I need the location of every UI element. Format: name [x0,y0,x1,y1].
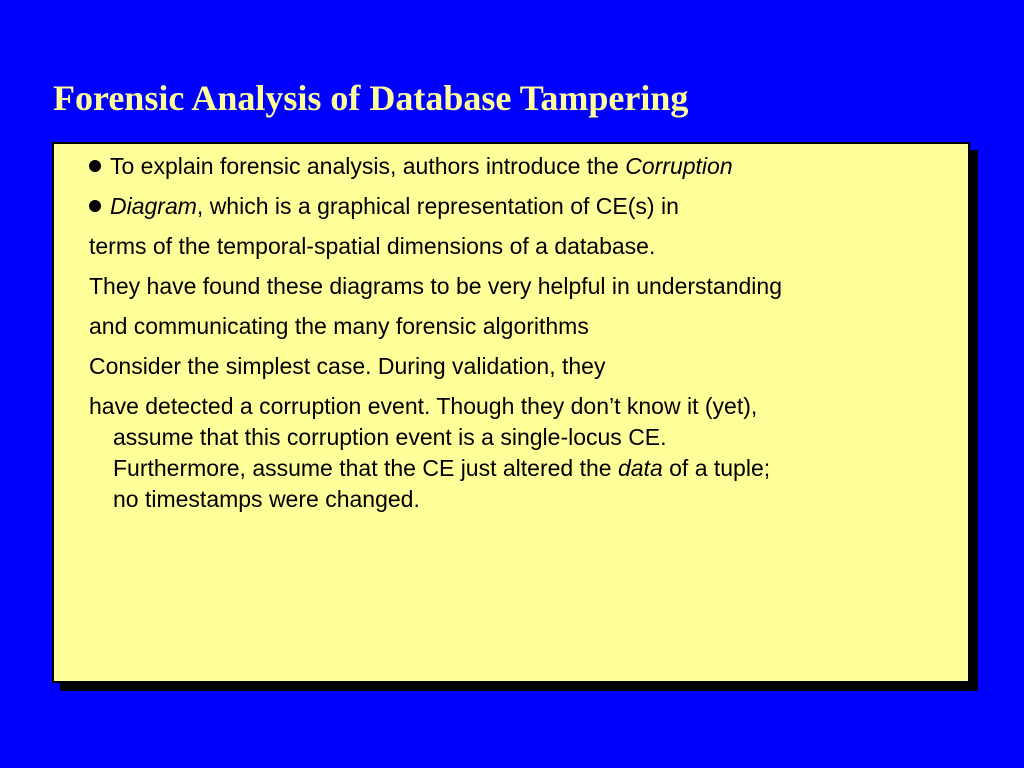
text-line-9 [113,454,770,482]
bullet-dot [89,200,101,212]
text-line-7: have detected a corruption event. Though they don’t know it (yet), [89,393,758,419]
emphasis-text: Diagram [110,193,197,219]
bullet-line-2 [89,192,679,220]
text-line-5: and communicating the many forensic algorithms [89,313,589,339]
text-line-10: no timestamps were changed. [113,486,420,512]
line-text: Furthermore, assume that the CE just altered the [113,455,618,481]
bullet-line-1 [89,152,733,180]
text-line-8: assume that this corruption event is a single-locus CE. [113,424,667,450]
text-line-6: Consider the simplest case. During validation, they [89,353,606,379]
text-line-4: They have found these diagrams to be very helpful in understanding [89,273,782,299]
line-text: of a tuple; [662,455,771,481]
content-box [52,142,970,683]
slide-title: Forensic Analysis of Database Tampering [53,78,689,118]
bullet-dot [89,160,101,172]
emphasis-text: data [617,455,663,481]
emphasis-text: Corruption [625,153,733,179]
text-line-3: terms of the temporal-spatial dimensions of a database. [89,233,656,259]
line-text: To explain forensic analysis, authors introduce the [110,153,626,179]
line-text: , which is a graphical representation of CE(s) in [196,193,679,219]
